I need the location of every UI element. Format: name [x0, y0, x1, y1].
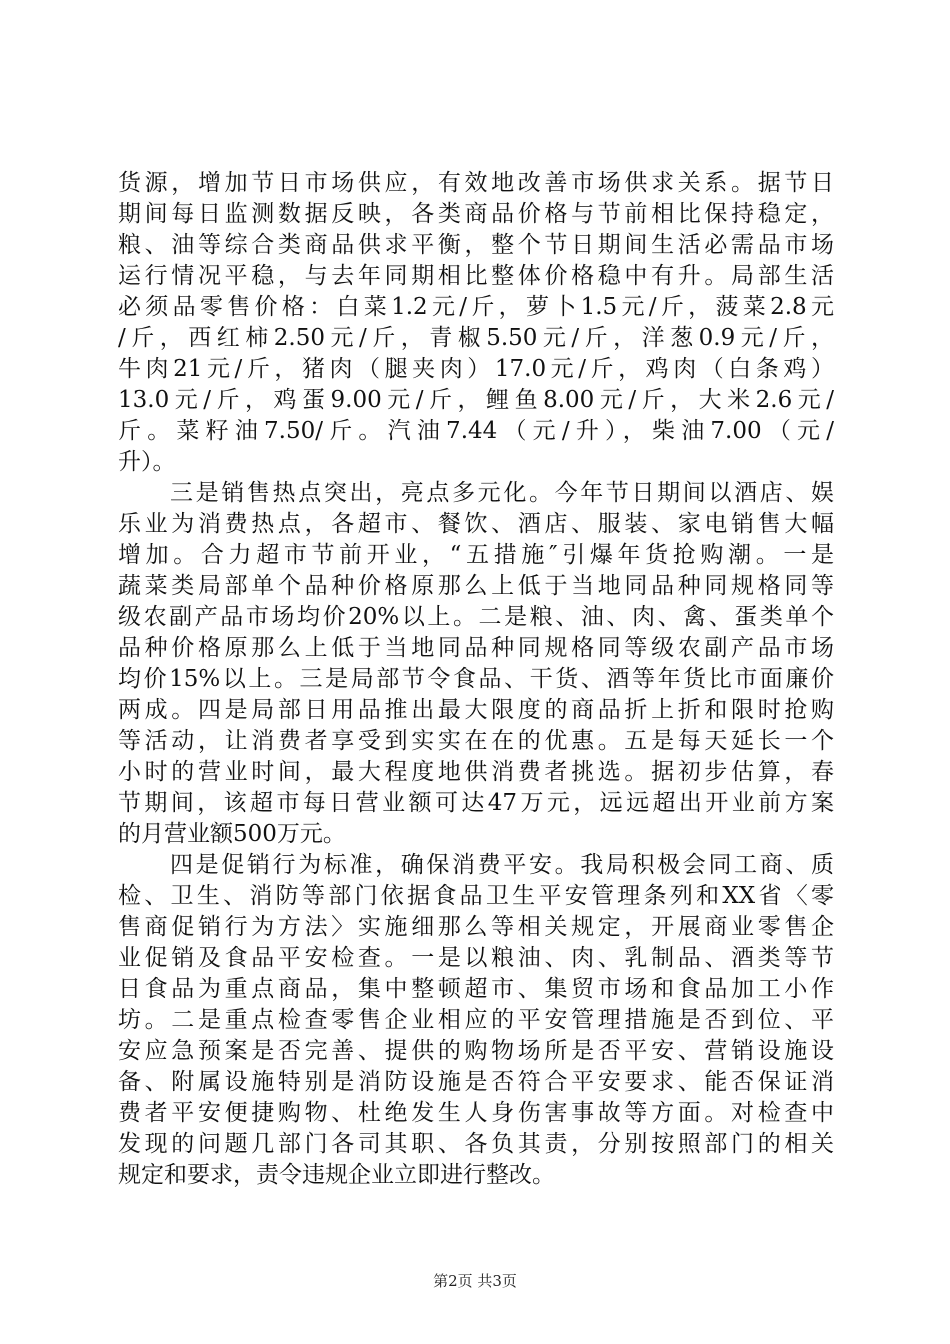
text-line: 乐业为消费热点，各超市、餐饮、酒店、服装、家电销售大幅	[118, 511, 834, 537]
text-line: 斤。菜籽油7.50/斤。汽油7.44（元/升），柴油7.00（元/	[118, 418, 834, 444]
text-line: 品种价格原那么上低于当地同品种同规格同等级农副产品市场	[118, 635, 834, 661]
text-line: 两成。四是局部日用品推出最大限度的商品折上折和限时抢购	[118, 697, 834, 723]
text-line: 牛肉21元/斤，猪肉（腿夹肉）17.0元/斤，鸡肉（白条鸡）	[118, 356, 834, 382]
text-line: 四是促销行为标准，确保消费平安。我局积极会同工商、质	[170, 852, 834, 878]
text-line: 期间每日监测数据反映，各类商品价格与节前相比保持稳定，	[118, 201, 834, 227]
paragraph	[118, 850, 834, 1191]
document-body	[118, 168, 834, 1191]
text-line: 运行情况平稳，与去年同期相比整体价格稳中有升。局部生活	[118, 263, 834, 289]
text-line: 均价15%以上。三是局部节令食品、干货、酒等年货比市面廉价	[118, 666, 834, 692]
text-line: 备、附属设施特别是消防设施是否符合平安要求、能否保证消	[118, 1069, 834, 1095]
text-line: 费者平安便捷购物、杜绝发生人身伤害事故等方面。对检查中	[118, 1100, 834, 1126]
text-line: 三是销售热点突出，亮点多元化。今年节日期间以酒店、娱	[170, 480, 834, 506]
text-line: 节期间，该超市每日营业额可达47万元，远远超出开业前方案	[118, 790, 834, 816]
text-line: 业促销及食品平安检查。一是以粮油、肉、乳制品、酒类等节	[118, 945, 834, 971]
text-line: 蔬菜类局部单个品种价格原那么上低于当地同品种同规格同等	[118, 573, 834, 599]
text-line: /斤，西红柿2.50元/斤，青椒5.50元/斤，洋葱0.9元/斤，	[118, 325, 834, 351]
text-line: 级农副产品市场均价20%以上。二是粮、油、肉、禽、蛋类单个	[118, 604, 834, 630]
text-line: 等活动，让消费者享受到实实在在的优惠。五是每天延长一个	[118, 728, 834, 754]
page-footer: 第2页 共3页	[433, 1272, 517, 1290]
text-line: 13.0元/斤，鸡蛋9.00元/斤，鲤鱼8.00元/斤，大米2.6元/	[118, 387, 834, 413]
text-line: 的月营业额500万元。	[118, 821, 346, 847]
text-line: 日食品为重点商品，集中整顿超市、集贸市场和食品加工小作	[118, 976, 834, 1002]
text-line: 坊。二是重点检查零售企业相应的平安管理措施是否到位、平	[118, 1007, 834, 1033]
paragraph	[118, 168, 834, 478]
text-line: 检、卫生、消防等部门依据食品卫生平安管理条列和XX省〈零	[118, 883, 834, 909]
text-line: 安应急预案是否完善、提供的购物场所是否平安、营销设施设	[118, 1038, 834, 1064]
text-line: 升）。	[118, 449, 176, 475]
text-line: 粮、油等综合类商品供求平衡，整个节日期间生活必需品市场	[118, 232, 834, 258]
text-line: 货源，增加节日市场供应，有效地改善市场供求关系。据节日	[118, 170, 834, 196]
text-line: 规定和要求，责令违规企业立即进行整改。	[118, 1162, 555, 1188]
text-line: 增加。合力超市节前开业，“五措施″引爆年货抢购潮。一是	[118, 542, 834, 568]
text-line: 发现的问题几部门各司其职、各负其责，分别按照部门的相关	[118, 1131, 834, 1157]
text-line: 必须品零售价格：白菜1.2元/斤，萝卜1.5元/斤，菠菜2.8元	[118, 294, 834, 320]
text-line: 售商促销行为方法〉实施细那么等相关规定，开展商业零售企	[118, 914, 834, 940]
text-line: 小时的营业时间，最大程度地供消费者挑选。据初步估算，春	[118, 759, 834, 785]
paragraph	[118, 478, 834, 850]
